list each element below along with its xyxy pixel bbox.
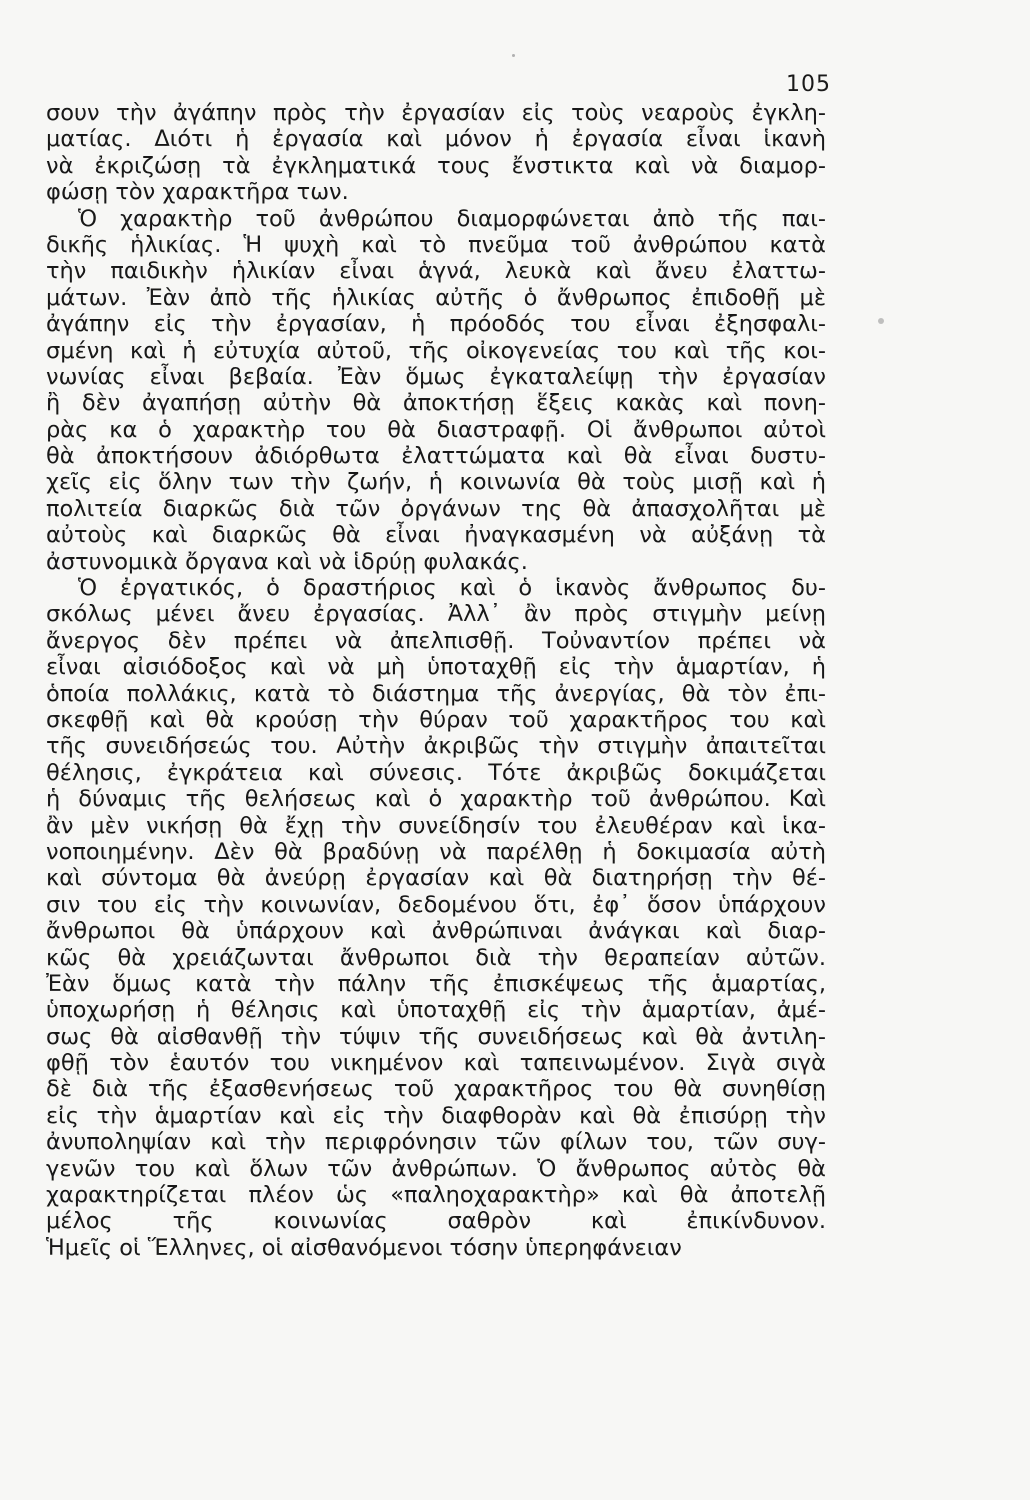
text-line: εἶναι αἰσιόδοξος καὶ νὰ μὴ ὑποταχθῇ εἰς τὴν ἁμαρτίαν, ἡ xyxy=(46,654,826,681)
text-line: ἀγάπην εἰς τὴν ἐργασίαν, ἡ πρόοδός του εἶναι ἐξησφαλι- xyxy=(46,311,826,338)
text-line: σιν του εἰς τὴν κοινωνίαν, δεδομένου ὅτι, ἐφ᾽ ὅσον ὑπάρχουν xyxy=(46,891,826,918)
paragraph-start-line: Ὁ χαρακτὴρ τοῦ ἀνθρώπου διαμορφώνεται ἀπὸ τῆς παι- xyxy=(78,205,826,232)
text-line: καὶ σύντομα θὰ ἀνεύρῃ ἐργασίαν καὶ θὰ διατηρήσῃ τὴν θέ- xyxy=(46,865,826,892)
text-line: αὐτοὺς καὶ διαρκῶς θὰ εἶναι ἠναγκασμένη νὰ αὐξάνῃ τὰ xyxy=(46,522,826,549)
text-line: ἢ δὲν ἀγαπήσῃ αὐτὴν θὰ ἀποκτήσῃ ἕξεις κακὰς καὶ πονη- xyxy=(46,390,826,417)
text-line: σουν τὴν ἀγάπην πρὸς τὴν ἐργασίαν εἰς τοὺς νεαροὺς ἐγκλη- xyxy=(46,100,826,126)
text-line: νὰ ἐκριζώσῃ τὰ ἐγκληματικά τους ἔνστικτα καὶ νὰ διαμορ- xyxy=(46,152,826,179)
text-line: ρὰς κα ὁ χαρακτὴρ του θὰ διαστραφῇ. Οἱ ἄνθρωποι αὐτοὶ xyxy=(46,416,826,443)
text-line: ματίας. Διότι ἡ ἐργασία καὶ μόνον ἡ ἐργασία εἶναι ἱκανὴ xyxy=(46,126,826,153)
text-line: τῆς συνειδήσεώς του. Αὐτὴν ἀκριβῶς τὴν στιγμὴν ἀπαιτεῖται xyxy=(46,733,826,760)
text-line: ἄνεργος δὲν πρέπει νὰ ἀπελπισθῇ. Τοὐναντίον πρέπει νὰ xyxy=(46,627,826,654)
text-line: πολιτεία διαρκῶς διὰ τῶν ὀργάνων της θὰ ἀπασχολῆται μὲ xyxy=(46,495,826,522)
text-line: χαρακτηρίζεται πλέον ὡς «παληοχαρακτὴρ» καὶ θὰ ἀποτελῇ xyxy=(46,1182,826,1209)
text-line: γενῶν του καὶ ὅλων τῶν ἀνθρώπων. Ὁ ἄνθρωπος αὐτὸς θὰ xyxy=(46,1155,826,1182)
text-line: ἄνθρωποι θὰ ὑπάρχουν καὶ ἀνθρώπιναι ἀνάγκαι καὶ διαρ- xyxy=(46,918,826,945)
text-line: σμένη καὶ ἡ εὐτυχία αὐτοῦ, τῆς οἰκογενείας του καὶ τῆς κοι- xyxy=(46,337,826,364)
text-line: ἀστυνομικὰ ὄργανα καὶ νὰ ἱδρύῃ φυλακάς. xyxy=(46,548,528,575)
text-line: ἡ δύναμις τῆς θελήσεως καὶ ὁ χαρακτὴρ τοῦ ἀνθρώπου. Καὶ xyxy=(46,786,826,813)
text-line: νοποιημένην. Δὲν θὰ βραδύνῃ νὰ παρέλθῃ ἡ δοκιμασία αὐτὴ xyxy=(46,838,826,865)
text-line: μέλος τῆς κοινωνίας σαθρὸν καὶ ἐπικίνδυνον. xyxy=(46,1208,826,1235)
text-line: Ἐὰν ὅμως κατὰ τὴν πάλην τῆς ἐπισκέψεως τῆς ἁμαρτίας, xyxy=(46,970,826,997)
text-line: σκόλως μένει ἄνευ ἐργασίας. Ἀλλ᾽ ἂν πρὸς στιγμὴν μείνῃ xyxy=(46,601,826,628)
text-line: κῶς θὰ χρειάζωνται ἄνθρωποι διὰ τὴν θεραπείαν αὐτῶν. xyxy=(46,944,826,971)
text-line: ἀνυποληψίαν καὶ τὴν περιφρόνησιν τῶν φίλων του, τῶν συγ- xyxy=(46,1129,826,1156)
body-text xyxy=(46,100,826,1288)
text-line: θὰ ἀποκτήσουν ἀδιόρθωτα ἐλαττώματα καὶ θὰ εἶναι δυστυ- xyxy=(46,443,826,470)
text-line: θέλησις, ἐγκράτεια καὶ σύνεσις. Τότε ἀκριβῶς δοκιμάζεται xyxy=(46,759,826,786)
text-line: εἰς τὴν ἁμαρτίαν καὶ εἰς τὴν διαφθορὰν καὶ θὰ ἐπισύρῃ τὴν xyxy=(46,1102,826,1129)
scan-smudge xyxy=(878,318,884,324)
text-line: χεῖς εἰς ὅλην των τὴν ζωήν, ἡ κοινωνία θὰ τοὺς μισῇ καὶ ἡ xyxy=(46,469,826,496)
text-line: ἂν μὲν νικήσῃ θὰ ἔχῃ τὴν συνείδησίν του ἐλευθέραν καὶ ἱκα- xyxy=(46,812,826,839)
scan-speck xyxy=(512,54,515,57)
paragraph-start-line: Ὁ ἐργατικός, ὁ δραστήριος καὶ ὁ ἱκανὸς ἄνθρωπος δυ- xyxy=(78,575,826,602)
text-line: δικῆς ἡλικίας. Ἡ ψυχὴ καὶ τὸ πνεῦμα τοῦ ἀνθρώπου κατὰ xyxy=(46,231,826,258)
text-line: σως θὰ αἰσθανθῇ τὴν τύψιν τῆς συνειδήσεως καὶ θὰ ἀντιλη- xyxy=(46,1023,826,1050)
text-line: Ἡμεῖς οἱ Ἕλληνες, οἱ αἰσθανόμενοι τόσην ὑπερηφάνειαν xyxy=(46,1234,682,1261)
text-line: ὁποία πολλάκις, κατὰ τὸ διάστημα τῆς ἀνεργίας, θὰ τὸν ἐπι- xyxy=(46,680,826,707)
text-line: φθῇ τὸν ἑαυτόν του νικημένον καὶ ταπεινωμένον. Σιγὰ σιγὰ xyxy=(46,1050,826,1077)
page-number: 105 xyxy=(786,72,831,97)
paragraph-start-line xyxy=(46,1261,826,1287)
text-line: φώσῃ τὸν χαρακτῆρα των. xyxy=(46,179,349,206)
text-line: ὑποχωρήσῃ ἡ θέλησις καὶ ὑποταχθῇ εἰς τὴν ἁμαρτίαν, ἀμέ- xyxy=(46,997,826,1024)
text-line: νωνίας εἶναι βεβαία. Ἐὰν ὅμως ἐγκαταλείψῃ τὴν ἐργασίαν xyxy=(46,363,826,390)
text-line: δὲ διὰ τῆς ἐξασθενήσεως τοῦ χαρακτῆρος του θὰ συνηθίσῃ xyxy=(46,1076,826,1103)
text-line: σκεφθῇ καὶ θὰ κρούσῃ τὴν θύραν τοῦ χαρακτῆρος του καὶ xyxy=(46,706,826,733)
text-line: τὴν παιδικὴν ἡλικίαν εἶναι ἁγνά, λευκὰ καὶ ἄνευ ἐλαττω- xyxy=(46,258,826,285)
text-line: μάτων. Ἐὰν ἀπὸ τῆς ἡλικίας αὐτῆς ὁ ἄνθρωπος ἐπιδοθῇ μὲ xyxy=(46,284,826,311)
